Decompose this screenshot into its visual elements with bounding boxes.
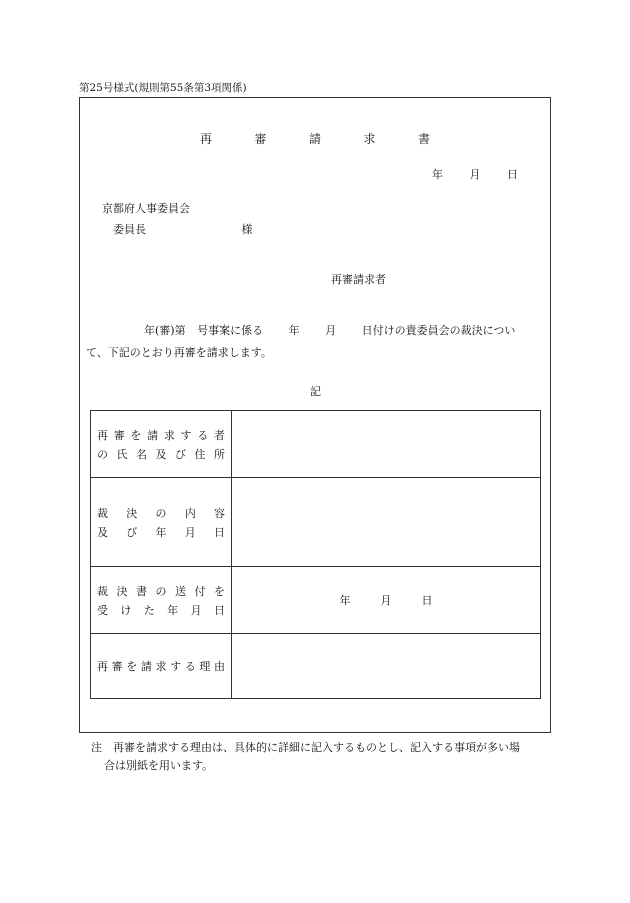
title-char: 求 xyxy=(363,132,376,146)
label-char: 裁 xyxy=(97,584,108,598)
delivery-day: 日 xyxy=(421,594,433,607)
label-char: 決 xyxy=(126,506,138,520)
row-label xyxy=(91,411,232,478)
label-char: た xyxy=(143,603,155,617)
label-char: 求 xyxy=(163,428,175,442)
title-char: 請 xyxy=(308,132,321,146)
label-char: 名 xyxy=(136,447,147,461)
date-year: 年 xyxy=(432,168,443,181)
requester-label: 再審請求者 xyxy=(331,273,386,286)
body-part: 号事案に係る xyxy=(197,324,264,337)
label-char: 日 xyxy=(213,603,225,617)
reason-field[interactable] xyxy=(232,634,541,699)
addressee-position: 委員長 xyxy=(113,223,146,236)
row-label xyxy=(91,567,232,634)
requester-name-address-field[interactable] xyxy=(232,411,541,478)
table-row xyxy=(91,567,541,634)
addressee-line xyxy=(113,221,253,237)
label-char: 氏 xyxy=(116,447,128,461)
document-title xyxy=(200,130,430,147)
label-char: 及 xyxy=(155,447,167,461)
label-char: 再 xyxy=(97,428,108,442)
title-char: 書 xyxy=(417,132,430,146)
label-char: 理 xyxy=(199,660,211,673)
label-char: 審 xyxy=(111,660,123,673)
label-char: び xyxy=(175,447,186,461)
table-row xyxy=(91,634,541,699)
title-char: 審 xyxy=(254,132,267,146)
label-char: 求 xyxy=(155,660,167,673)
label-char: 由 xyxy=(214,660,225,673)
detail-table xyxy=(90,410,541,699)
label-char: 容 xyxy=(214,506,225,520)
row-label xyxy=(91,478,232,567)
label-char: を xyxy=(214,584,225,598)
label-char: 所 xyxy=(214,447,225,461)
date-day: 日 xyxy=(507,168,518,181)
label-char: 決 xyxy=(116,584,128,598)
label-char: を xyxy=(126,660,138,673)
row-label xyxy=(91,634,232,699)
addressee-org: 京都府人事委員会 xyxy=(102,202,190,215)
label-char: す xyxy=(180,428,192,442)
label-char: 書 xyxy=(136,584,147,598)
body-part: 年 xyxy=(288,324,300,337)
label-char: 者 xyxy=(213,428,225,442)
label-char: 請 xyxy=(140,660,152,673)
label-char: の xyxy=(155,506,167,520)
ki-heading: 記 xyxy=(310,385,321,398)
label-char: 送 xyxy=(175,584,186,598)
body-part: 日付けの貴委員会の裁決につい xyxy=(361,324,516,337)
delivery-year: 年 xyxy=(339,594,351,607)
label-char: る xyxy=(184,660,196,673)
label-char: 付 xyxy=(194,584,206,598)
label-char: 再 xyxy=(97,660,108,673)
form-number-label: 第25号様式(規則第55条第3項関係) xyxy=(79,82,247,94)
label-char: 日 xyxy=(214,525,225,539)
body-part: 月 xyxy=(325,324,337,337)
table-row xyxy=(91,411,541,478)
delivery-date-field[interactable] xyxy=(232,567,541,634)
submission-date xyxy=(432,166,518,182)
label-char: 審 xyxy=(113,428,125,442)
date-month: 月 xyxy=(469,168,481,181)
label-char: 年 xyxy=(155,525,167,539)
label-char: び xyxy=(126,525,138,539)
label-char: 月 xyxy=(190,603,202,617)
label-char: 裁 xyxy=(97,506,108,520)
table-row xyxy=(91,478,541,567)
label-char: 内 xyxy=(184,506,196,520)
note-line-2: 合は別紙を用います。 xyxy=(104,759,214,772)
decision-content-date-field[interactable] xyxy=(232,478,541,567)
label-char: 受 xyxy=(97,603,108,617)
body-line-1 xyxy=(144,322,515,338)
label-char: 年 xyxy=(167,603,179,617)
label-char: け xyxy=(120,603,132,617)
body-line-2: て、下記のとおり再審を請求します。 xyxy=(86,346,272,359)
label-char: 請 xyxy=(147,428,159,442)
label-char: を xyxy=(130,428,142,442)
note-line-1: 注 再審を請求する理由は、具体的に詳細に記入するものとし、記入する事項が多い場 xyxy=(91,741,520,754)
label-char: の xyxy=(155,584,167,598)
title-char: 再 xyxy=(200,132,213,146)
body-part: 年(審)第 xyxy=(144,324,186,337)
label-char: 住 xyxy=(194,447,206,461)
addressee-honorific: 様 xyxy=(241,223,253,236)
label-char: る xyxy=(197,428,209,442)
label-char: の xyxy=(97,447,108,461)
delivery-month: 月 xyxy=(380,594,392,607)
label-char: す xyxy=(170,660,182,673)
label-char: 月 xyxy=(184,525,196,539)
label-char: 及 xyxy=(97,525,108,539)
